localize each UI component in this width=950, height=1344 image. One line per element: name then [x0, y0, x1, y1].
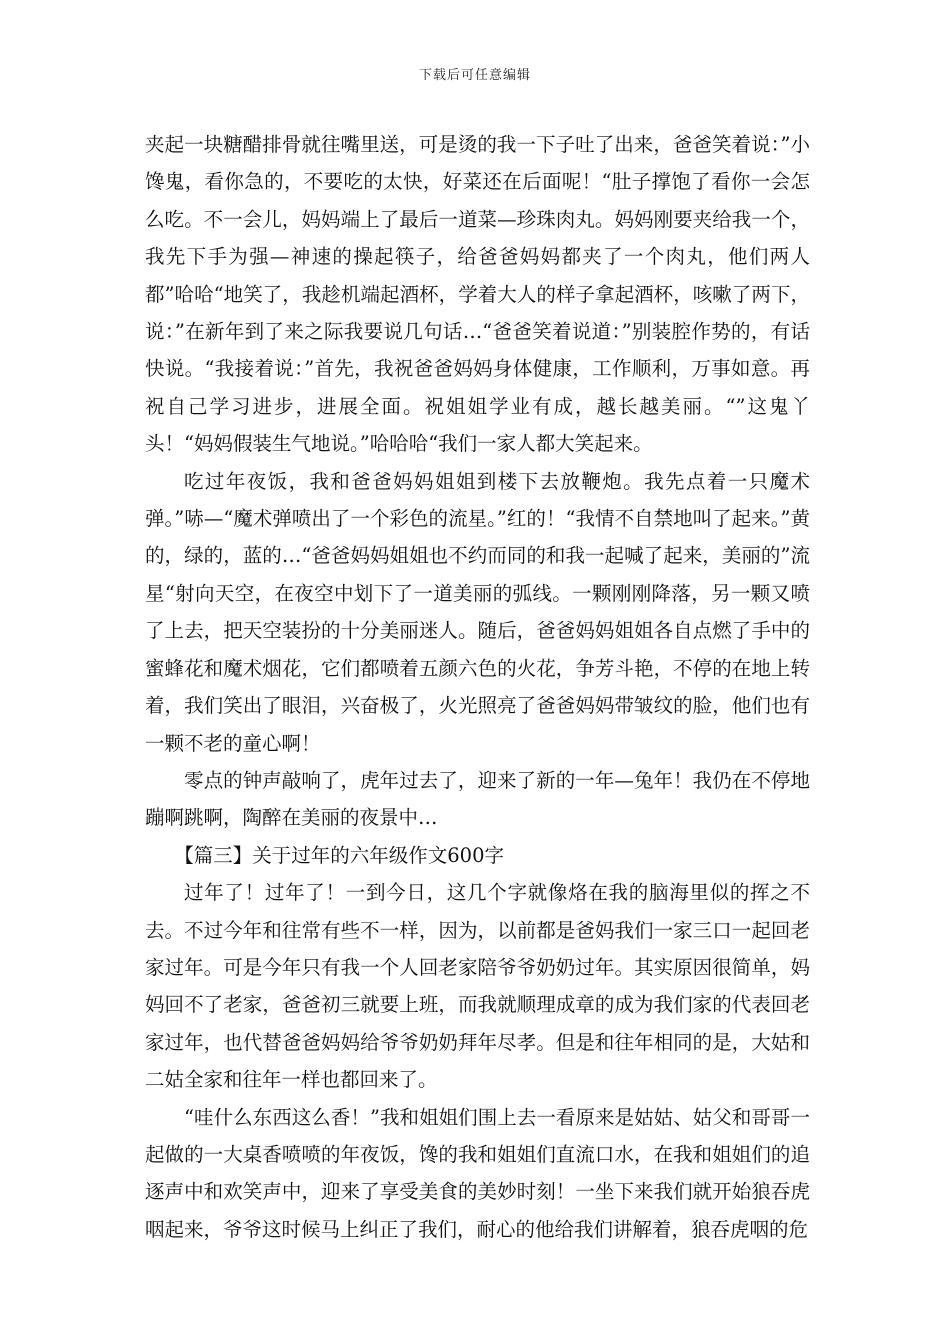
paragraph-1: 夹起一块糖醋排骨就往嘴里送，可是烫的我一下子吐了出来，爸爸笑着说：”小馋鬼，看你急的，不要吃的太快，好菜还在后面呢！“肚子撑饱了看你一会怎么吃。不一会儿，妈妈端上了最后一道菜—珍珠肉丸。妈妈刚要夹给我一个，我先下手为强—神速的操起筷子，给爸爸妈妈都夹了一个肉丸，他们两人都”哈哈“地笑了，我趁机端起酒杯，学着大人的样子拿起酒杯，咳嗽了两下，说：”在新年到了来之际我要说几句话…“爸爸笑着说道：”别装腔作势的，有话快说。“我接着说：”首先，我祝爸爸妈妈身体健康，工作顺利，万事如意。再祝自己学习进步，进展全面。祝姐姐学业有成，越长越美丽。“”这鬼丫头！“妈妈假装生气地说。”哈哈哈“我们一家人都大笑起来。 — [145, 133, 810, 456]
paragraph-2: 吃过年夜饭，我和爸爸妈妈姐姐到楼下去放鞭炮。我先点着一只魔术弹。”哧—“魔术弹喷出了一个彩色的流星。”红的！“我情不自禁地叫了起来。”黄的，绿的，蓝的…“爸爸妈妈姐姐也不约而同的和我一起喊了起来，美丽的”流星“射向天空，在夜空中划下了一道美丽的弧线。一颗刚刚降落，另一颗又喷了上去，把天空装扮的十分美丽迷人。随后，爸爸妈妈姐姐各自点燃了手中的蜜蜂花和魔术烟花，它们都喷着五颜六色的火花，争芳斗艳，不停的在地上转着，我们笑出了眼泪，兴奋极了，火光照亮了爸爸妈妈带皱纹的脸，他们也有一颗不老的童心啊！ — [145, 469, 810, 755]
section-title: 【篇三】关于过年的六年级作文600字 — [174, 843, 504, 867]
paragraph-4: 过年了！过年了！一到今日，这几个字就像烙在我的脑海里似的挥之不去。不过今年和往常有些不一样，因为，以前都是爸妈我们一家三口一起回老家过年。可是今年只有我一个人回老家陪爷爷奶奶过年。其实原因很简单，妈妈回不了老家，爸爸初三就要上班，而我就顺理成章的成为我们家的代表回老家过年，也代替爸爸妈妈给爷爷奶奶拜年尽孝。但是和往年相同的是，大姑和二姑全家和往年一样也都回来了。 — [145, 881, 810, 1092]
page-header: 下载后可任意编辑 — [418, 68, 531, 83]
paragraph-3: 零点的钟声敲响了，虎年过去了，迎来了新的一年—兔年！我仍在不停地蹦啊跳啊，陶醉在美丽的夜景中… — [145, 768, 810, 830]
paragraph-5: “哇什么东西这么香！”我和姐姐们围上去一看原来是姑姑、姑父和哥哥一起做的一大桌香喷喷的年夜饭，馋的我和姐姐们直流口水，在我和姐姐们的追逐声中和欢笑声中，迎来了享受美食的美妙时刻！一坐下来我们就开始狼吞虎咽起来，爷爷这时候马上纠正了我们，耐心的他给我们讲解着，狼吞虎咽的危 — [145, 1105, 810, 1241]
document-body — [145, 126, 810, 1248]
